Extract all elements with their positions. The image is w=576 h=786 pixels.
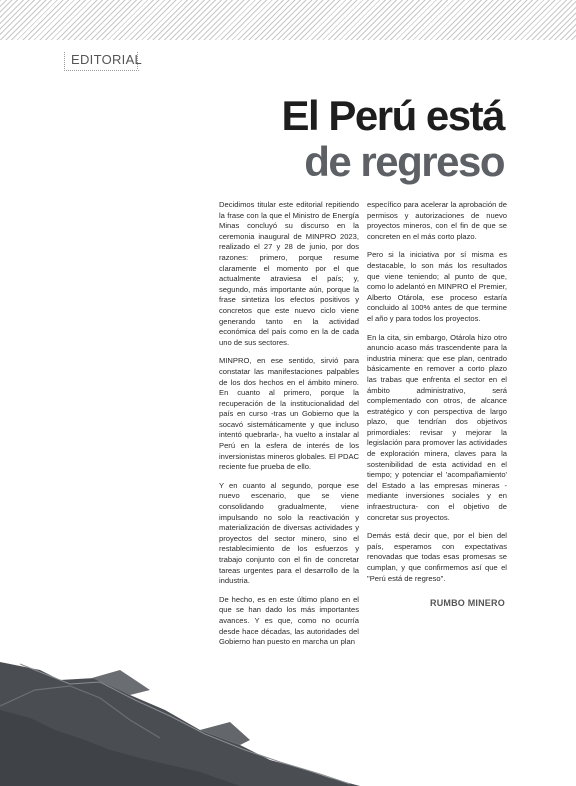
section-label-underline	[64, 70, 139, 71]
paragraph: Pero si la iniciativa por sí misma es destacable, lo son más los resultados que viene teniendo; al punto de que, como lo adelantó en MINPRO el Premier, Alberto Otárola, ese proceso estaría concluido al 100% antes de que termine el año y para todos los proyectos.	[367, 250, 507, 323]
mountain-illustration	[0, 650, 576, 786]
text-column-2	[367, 200, 507, 592]
paragraph: De hecho, es en este último plano en el que se han dado los más importantes avances. Y es que, como no ocurría desde hace décadas, las autoridades del Gobierno han puesto en marcha un plan	[219, 594, 359, 647]
paragraph: MINPRO, en ese sentido, sirvió para constatar las manifestaciones palpables de los dos hechos en el ámbito minero. En cuanto al primero, porque la recuperación de la institucionalidad del país en curso -tras un Gobierno que la socavó sistemáticamente y que incluso intentó quebrarla-, ha vuelto a instalar al Perú en la esfera de interés de los inversionistas mineros globales. El PDAC reciente fue prueba de ello.	[219, 356, 359, 472]
headline-line-1: El Perú está	[281, 92, 504, 139]
paragraph: específico para acelerar la aprobación de permisos y autorizaciones de nuevo proyectos mineros, con el fin de que se concreten en el más corto plazo.	[367, 200, 507, 241]
section-label: EDITORIAL	[71, 52, 143, 67]
paragraph: Decidimos titular este editorial repitiendo la frase con la que el Ministro de Energía Minas concluyó su discurso en la ceremonia inaugural de MINPRO 2023, realizado el 27 y 28 de junio, por dos razones: primero, porque resume claramente el momento por el que actualmente atraviesa el país; y, segundo, más importante aún, porque la frase sintetiza los efectos positivos y concretos que este nuevo ciclo viene generando tanto en la actividad económica del país como en la de cada uno de sus sectores.	[219, 200, 359, 347]
paragraph: Demás está decir que, por el bien del país, esperamos con expectativas renovadas que todas esas promesas se cumplan, y que confirmemos así que el "Perú está de regreso".	[367, 531, 507, 583]
paragraph: En la cita, sin embargo, Otárola hizo otro anuncio acaso más trascendente para la industria minera: que ese plan, centrado básicamente en remover a corto plazo las trabas que enfrenta el sector en el ámbito administrativo, será complementado con otros, de alcance estratégico y con perspectiva de largo plazo, que tendrían dos objetivos primordiales: revisar y mejorar la legislación para promover las actividades de exploración minera, claves para la sostenibilidad de esta actividad en el tiempo; y potenciar el 'acompañamiento' del Estado a las empresas mineras -mediante inversiones sociales y en infraestructura- con el objetivo de concretar sus proyectos.	[367, 332, 507, 522]
text-column-1	[219, 200, 359, 656]
paragraph: Y en cuanto al segundo, porque ese nuevo escenario, que se viene consolidando gradualmente, viene impulsando no solo la reactivación y materialización de diversas actividades y proyectos del sector minero, sino el restablecimiento de los esfuerzos y trabajo conjunto con el fin de concretar tareas urgentes para el desarrollo de la industria.	[219, 480, 359, 586]
decorative-stripes	[0, 0, 576, 40]
signature: RUMBO MINERO	[430, 598, 505, 608]
headline-line-2: de regreso	[304, 138, 504, 185]
